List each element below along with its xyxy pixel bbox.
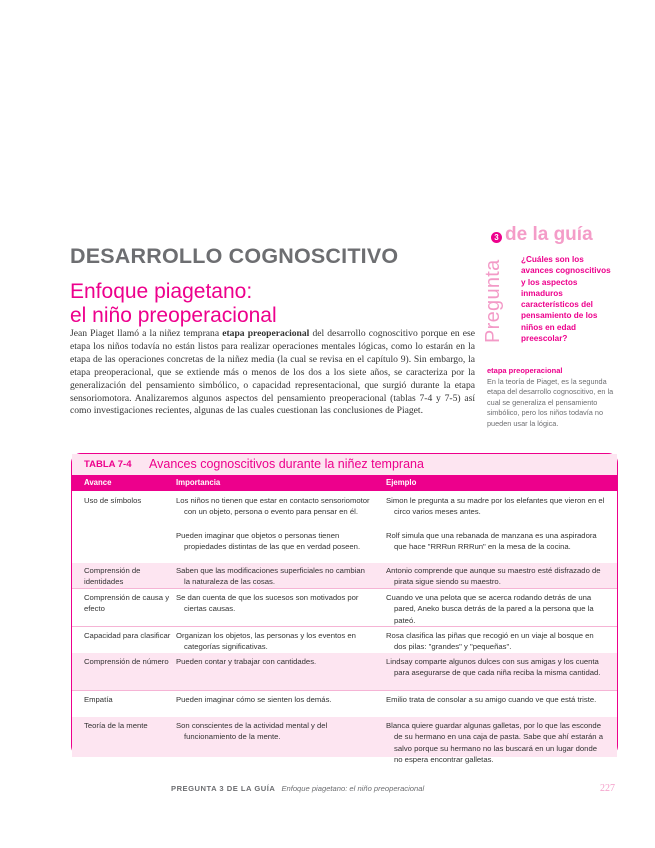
cell-importancia: Organizan los objetos, las personas y los eventos en categorías significativas. [176,631,356,652]
cell-ejemplo: Lindsay comparte algunos dulces con sus amigas y los cuenta para asegurarse de que cada niña reciba la misma cantidad. [386,657,601,678]
sidebar-term: etapa preoperacional [487,366,563,375]
table-header-ejemplo: Ejemplo [386,478,417,487]
section-title [70,280,277,328]
table-row [72,653,617,690]
table-row [72,690,617,717]
sidebar-heading: de la guía [505,224,593,245]
table-7-4 [71,453,618,764]
cell-avance: Comprensión de número [84,657,169,666]
table-row [72,626,617,653]
page-number: 227 [600,783,615,794]
cell-ejemplo: Rosa clasifica las piñas que recogió en un viaje al bosque en dos pilas: "grandes" y "pequeñas". [386,631,594,652]
cell-avance: Uso de símbolos [84,496,142,505]
table-title-bar [72,454,617,476]
cell-ejemplo: Emilio trata de consolar a su amigo cuando ve que está triste. [386,695,597,704]
sidebar-guide-question: ¿Cuáles son los avances cognoscitivos y los aspectos inmaduros característicos del pensamiento de los niños en edad preescolar? [521,255,611,344]
section-title-line-2: el niño preoperacional [70,304,277,327]
page-footer [171,784,424,793]
cell-avance: Comprensión de causa y efecto [84,593,170,614]
cell-ejemplo: Blanca quiere guardar algunas galletas, por lo que las esconde de su hermano en una caja de pasta. Sabe que ahí estarán a salvo porque su hermano no las buscará en un lugar donde no espera encontrar galletas. [386,721,603,764]
cell-importancia: Saben que las modificaciones superficiales no cambian la naturaleza de las cosas. [176,566,365,587]
cell-ejemplo: Cuando ve una pelota que se acerca rodando detrás de una pared, Aneko busca detrás de la pared a la persona que la pateó. [386,593,594,625]
table-header-importancia: Importancia [176,478,221,487]
sidebar-vertical-word: Pregunta [482,259,504,343]
cell-importancia: Los niños no tienen que estar en contacto sensoriomotor con un objeto, persona o evento para pensar en él. [176,496,370,517]
footer-guide-label: PREGUNTA 3 DE LA GUÍA [171,784,276,793]
cell-importancia: Pueden imaginar que objetos o personas tienen propiedades distintas de las que en verdad poseen. [176,531,361,552]
cell-ejemplo: Antonio comprende que aunque su maestro esté disfrazado de pirata sigue siendo su maestro. [386,566,601,587]
cell-importancia: Pueden imaginar cómo se sienten los demás. [176,695,332,704]
section-title-line-1: Enfoque piagetano: [70,280,253,303]
table-row [72,588,617,626]
cell-importancia: Se dan cuenta de que los sucesos son motivados por ciertas causas. [176,593,359,614]
body-key-term: etapa preoperacional [222,328,310,339]
table-title: Avances cognoscitivos durante la niñez temprana [149,457,424,471]
cell-ejemplo: Simon le pregunta a su madre por los elefantes que vieron en el circo varios meses antes. [386,496,605,517]
table-label: TABLA 7-4 [84,459,132,470]
cell-avance: Teoría de la mente [84,721,148,730]
cell-importancia: Son conscientes de la actividad mental y del funcionamiento de la mente. [176,721,328,742]
chapter-title: DESARROLLO COGNOSCITIVO [70,244,399,268]
sidebar-question-number: 3 [491,232,502,243]
cell-avance: Capacidad para clasificar [84,631,171,640]
table-header-avance: Avance [84,478,112,487]
table-row [72,563,617,588]
cell-ejemplo: Rolf simula que una rebanada de manzana es una aspiradora que hace "RRRun RRRun" en la mesa de la cocina. [386,531,597,552]
body-text-part-2: del desarrollo cognoscitivo porque en ese etapa los niños todavía no están listos para realizar operaciones mentales lógicas, como lo estarán en la etapa de las operaciones concretas de la niñez media (la cual se revisa en el capítulo 9). Sin embargo, la etapa preoperacional, que se extiende más o menos de los dos a los siete años, se caracteriza por la generalización del pensamiento simbólico, o capacidad representacional, que surgió durante la etapa sensoriomotora. Analizaremos algunos aspectos del pensamiento preoperacional (tablas 7-4 y 7-5) así como investigaciones recientes, algunas de las cuales cuestionan las conclusiones de Piaget. [70,328,475,417]
cell-avance: Comprensión de identidades [84,566,141,587]
sidebar-definition: En la teoría de Piaget, es la segunda etapa del desarrollo cognoscitivo, en la cual se generaliza el pensamiento simbólico, pero los niños todavía no pueden usar la lógica. [487,377,614,428]
body-paragraph [70,328,475,418]
table-header-row [72,476,617,491]
cell-avance: Empatía [84,695,113,704]
cell-importancia: Pueden contar y trabajar con cantidades. [176,657,317,666]
body-text-part-1: Jean Piaget llamó a la niñez temprana [70,328,223,339]
table-row [72,491,617,563]
table-row [72,717,617,764]
footer-section-name: Enfoque piagetano: el niño preoperacional [281,784,425,793]
